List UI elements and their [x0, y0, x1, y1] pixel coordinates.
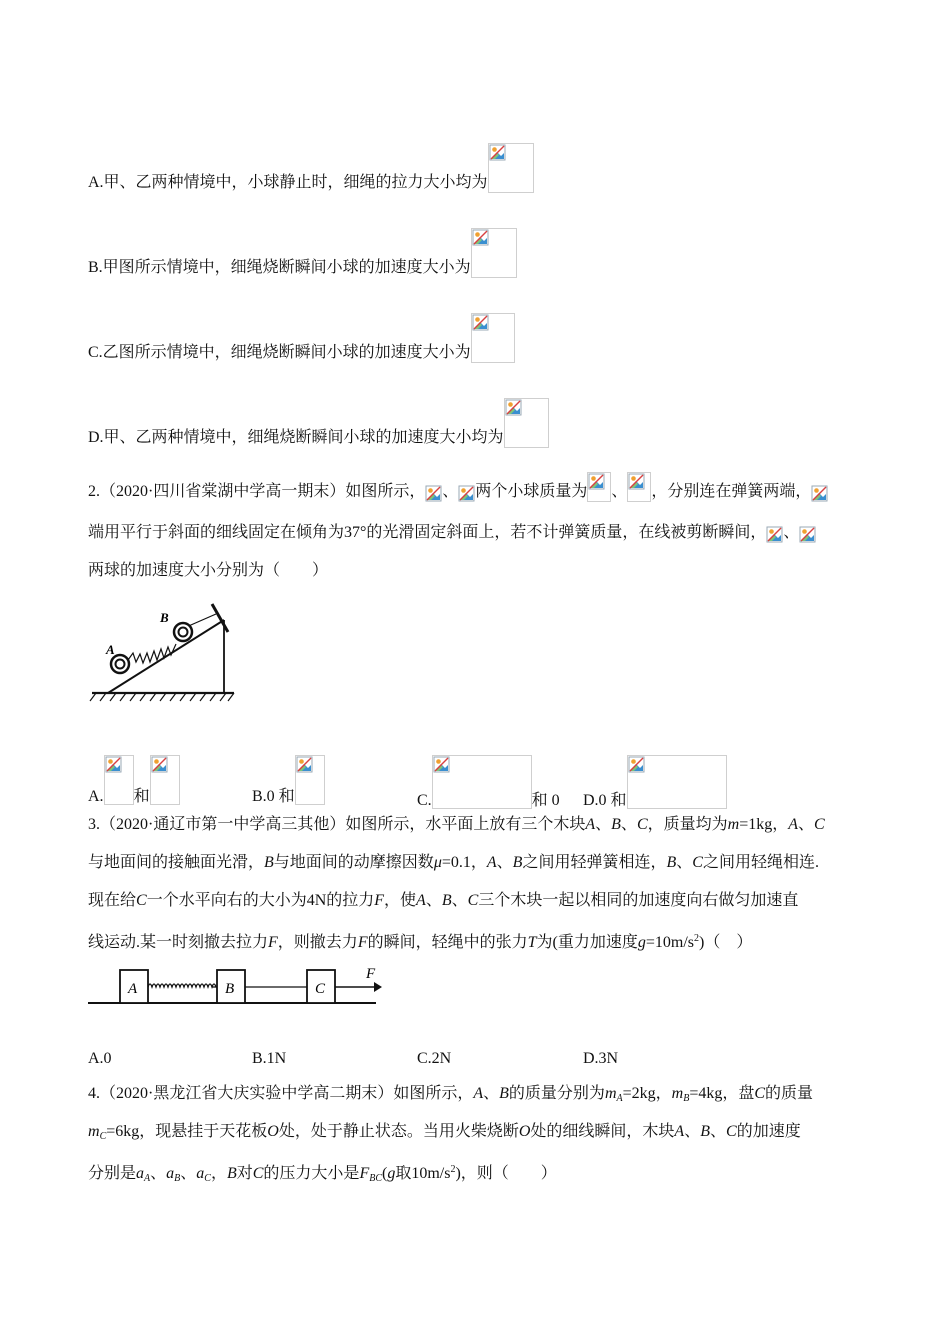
q4-text: ， — [210, 1165, 227, 1182]
q3-var: C — [814, 816, 825, 833]
label-c: C — [315, 981, 326, 997]
q3-var: m — [727, 816, 740, 833]
q3-line-1 — [88, 815, 825, 835]
broken-image-icon — [458, 485, 475, 502]
q3-text: 的瞬间，轻绳中的张力 — [367, 934, 528, 951]
q2-option-c-label: C. — [417, 792, 432, 809]
broken-image-icon — [295, 755, 325, 805]
q4-sub: BC — [369, 1173, 382, 1184]
q3-text: 与地面间的动摩擦因数 — [273, 854, 434, 871]
q4-var: O — [267, 1123, 279, 1140]
q3-text: 、 — [496, 854, 513, 871]
broken-image-icon — [471, 313, 515, 363]
q4-text: 、 — [180, 1165, 197, 1182]
q3-text: 、 — [425, 892, 442, 909]
broken-image-icon — [504, 398, 549, 448]
q4-text: 、 — [150, 1165, 167, 1182]
q4-text: 4.（2020·黑龙江省大庆实验中学高二期末）如图所示， — [88, 1085, 474, 1102]
q3-text: 、 — [676, 854, 693, 871]
q4-sub: A — [144, 1173, 151, 1184]
q3-var: C — [136, 892, 147, 909]
q2-text: 两个小球质量为 — [475, 483, 588, 500]
q3-text: =10m/s — [645, 934, 694, 951]
q4-text: 处，处于静止状态。当用火柴烧断 — [278, 1123, 519, 1140]
broken-image-icon — [150, 755, 180, 805]
q3-var: g — [637, 934, 646, 951]
q4-text: =4kg，盘 — [689, 1085, 755, 1102]
q2-option-a-label: A. — [88, 788, 104, 805]
q2-text: 2.（2020·四川省棠湖中学高一期末）如图所示， — [88, 483, 426, 500]
broken-image-icon — [587, 472, 611, 502]
q3-option-a: A.0 — [88, 1050, 112, 1067]
q4-sub: C — [99, 1131, 107, 1142]
label-a: A — [106, 642, 115, 657]
q2-incline-figure — [88, 592, 238, 707]
q2-option-b — [252, 755, 325, 807]
q4-text: 的质量 — [765, 1085, 814, 1102]
q1-option-c — [88, 313, 515, 363]
q4-text: ( — [382, 1165, 388, 1182]
q4-text: 处的细线瞬间，木块 — [530, 1123, 675, 1140]
q4-sub: B — [683, 1093, 690, 1104]
q4-text: 的质量分别为 — [508, 1085, 605, 1102]
q4-var: C — [252, 1165, 264, 1182]
q2-option-d-label: D.0 和 — [583, 792, 627, 809]
q3-text: 、 — [595, 816, 612, 833]
q4-var: a — [196, 1165, 205, 1182]
q4-var: a — [136, 1165, 145, 1182]
q4-sup: 2 — [450, 1164, 456, 1175]
q1-option-b-text: B.甲图所示情境中，细绳烧断瞬间小球的加速度大小为 — [88, 259, 471, 276]
label-b: B — [160, 610, 169, 625]
arrow-head-icon — [374, 982, 382, 992]
spring — [128, 644, 176, 663]
q3-var: T — [527, 934, 537, 951]
q2-line-2 — [88, 523, 816, 543]
ball-b — [174, 623, 192, 641]
broken-image-icon — [799, 526, 816, 543]
q3-var: B — [666, 854, 677, 871]
q4-var: A — [674, 1123, 685, 1140]
q4-text: =2kg， — [622, 1085, 672, 1102]
q2-and: 和 — [133, 788, 150, 805]
label-f: F — [366, 966, 376, 982]
q3-var: B — [441, 892, 452, 909]
broken-image-icon — [471, 228, 517, 278]
q4-text: 的加速度 — [736, 1123, 801, 1140]
label-b: B — [225, 981, 235, 997]
q4-var: m — [88, 1123, 100, 1140]
broken-image-icon — [627, 755, 727, 809]
q3-var: F — [268, 934, 278, 951]
q4-text: )，则（ ） — [455, 1165, 557, 1182]
q2-sep: 、 — [442, 483, 459, 500]
q3-text: 、 — [620, 816, 637, 833]
stopper — [212, 604, 228, 632]
q3-var: μ — [433, 854, 442, 871]
q4-var: C — [726, 1123, 737, 1140]
q3-text: 现在给 — [88, 892, 137, 909]
broken-image-icon — [432, 755, 532, 809]
q3-var: B — [264, 854, 274, 871]
label-a: A — [128, 981, 138, 997]
q4-var: a — [166, 1165, 175, 1182]
q4-var: B — [226, 1165, 237, 1182]
q3-blocks-figure — [88, 960, 388, 1010]
q4-text: 、 — [483, 1085, 500, 1102]
q3-text: 之间用轻绳相连. — [702, 854, 819, 871]
ground-hatch — [90, 693, 234, 701]
q4-sub: C — [204, 1173, 211, 1184]
q4-line-2 — [88, 1122, 801, 1147]
q1-option-b — [88, 228, 517, 278]
q3-text: 3.（2020·通辽市第一中学高三其他）如图所示，水平面上放有三个木块 — [88, 816, 586, 833]
q4-var: B — [499, 1085, 509, 1102]
q4-text: 、 — [684, 1123, 701, 1140]
q4-line-1 — [88, 1084, 813, 1109]
q2-text: ，分别连在弹簧两端， — [651, 483, 812, 500]
q3-text: 一个水平向右的大小为4N的拉力 — [146, 892, 375, 909]
q4-text: 的压力大小是 — [263, 1165, 360, 1182]
q1-option-c-text: C.乙图所示情境中，细绳烧断瞬间小球的加速度大小为 — [88, 344, 471, 361]
q4-text: 分别是 — [88, 1165, 137, 1182]
q3-var: A — [788, 816, 798, 833]
q3-text: 三个木块一起以相同的加速度向右做匀加速直 — [478, 892, 799, 909]
q2-line-1 — [88, 472, 828, 502]
q4-text: 取10m/s — [395, 1165, 451, 1182]
q3-text: 、 — [798, 816, 815, 833]
q3-var: C — [467, 892, 479, 909]
q4-var: m — [604, 1085, 617, 1102]
q3-text: =1kg， — [739, 816, 789, 833]
q1-option-d-text: D.甲、乙两种情境中，细绳烧断瞬间小球的加速度大小均为 — [88, 429, 504, 446]
q2-option-d — [583, 755, 727, 811]
q3-text: ，质量均为 — [647, 816, 728, 833]
broken-image-icon — [811, 485, 828, 502]
q3-text: )（ ） — [699, 934, 753, 951]
q1-option-a — [88, 143, 534, 193]
q2-sep: 、 — [783, 524, 800, 541]
q4-line-3 — [88, 1160, 557, 1189]
q3-var: A — [585, 816, 596, 833]
q3-line-3 — [88, 891, 798, 911]
q3-text: 、 — [451, 892, 468, 909]
q3-var: F — [374, 892, 385, 909]
q2-line-3 — [88, 561, 328, 581]
q2-text: 两球的加速度大小分别为（ ） — [88, 562, 329, 579]
q2-and: 和 0 — [531, 792, 560, 809]
q3-var: A — [416, 892, 426, 909]
q3-option-b: B.1N — [252, 1050, 287, 1067]
q3-line-4 — [88, 929, 752, 953]
q3-text: ，使 — [384, 892, 417, 909]
q4-var: A — [473, 1085, 484, 1102]
broken-image-icon — [104, 755, 134, 805]
ball-a — [111, 655, 129, 673]
broken-image-icon — [766, 526, 783, 543]
q4-text: 对 — [236, 1165, 253, 1182]
q3-option-d: D.3N — [583, 1050, 619, 1067]
q4-text: =6kg，现悬挂于天花板 — [106, 1123, 268, 1140]
q4-var: C — [754, 1085, 766, 1102]
q4-sub: B — [174, 1173, 181, 1184]
q3-var: B — [512, 854, 523, 871]
q4-sub: A — [616, 1093, 623, 1104]
q2-option-b-label: B.0 和 — [252, 788, 295, 805]
broken-image-icon — [425, 485, 442, 502]
q4-var: B — [700, 1123, 710, 1140]
q3-text: 与地面间的接触面光滑， — [88, 854, 265, 871]
q3-var: C — [636, 816, 648, 833]
q3-text: 为(重力加速度 — [536, 934, 638, 951]
q1-option-d — [88, 398, 549, 448]
q3-text: 之间用轻弹簧相连， — [522, 854, 667, 871]
q3-var: A — [486, 854, 497, 871]
q3-line-2 — [88, 853, 819, 873]
q3-sup: 2 — [694, 933, 699, 944]
q1-option-a-text: A.甲、乙两种情境中，小球静止时，细绳的拉力大小均为 — [88, 174, 488, 191]
q3-var: F — [357, 934, 368, 951]
spring — [148, 984, 216, 987]
q2-sep: 、 — [611, 483, 628, 500]
q3-var: C — [692, 854, 703, 871]
q4-var: F — [359, 1165, 370, 1182]
broken-image-icon — [627, 472, 651, 502]
q4-var: m — [671, 1085, 684, 1102]
q4-text: 、 — [710, 1123, 727, 1140]
q4-var: O — [518, 1123, 531, 1140]
q2-text: 端用平行于斜面的细线固定在倾角为37°的光滑固定斜面上，若不计弹簧质量，在线被剪断瞬间， — [88, 524, 767, 541]
q3-text: ，则撤去力 — [277, 934, 358, 951]
q2-option-a — [88, 755, 180, 807]
q3-text: =0.1， — [441, 854, 487, 871]
q2-option-c — [417, 755, 560, 811]
q3-var: B — [611, 816, 621, 833]
q3-option-c: C.2N — [417, 1050, 452, 1067]
broken-image-icon — [488, 143, 534, 193]
q4-var: g — [387, 1165, 396, 1182]
q3-text: 线运动.某一时刻撤去拉力 — [88, 934, 269, 951]
